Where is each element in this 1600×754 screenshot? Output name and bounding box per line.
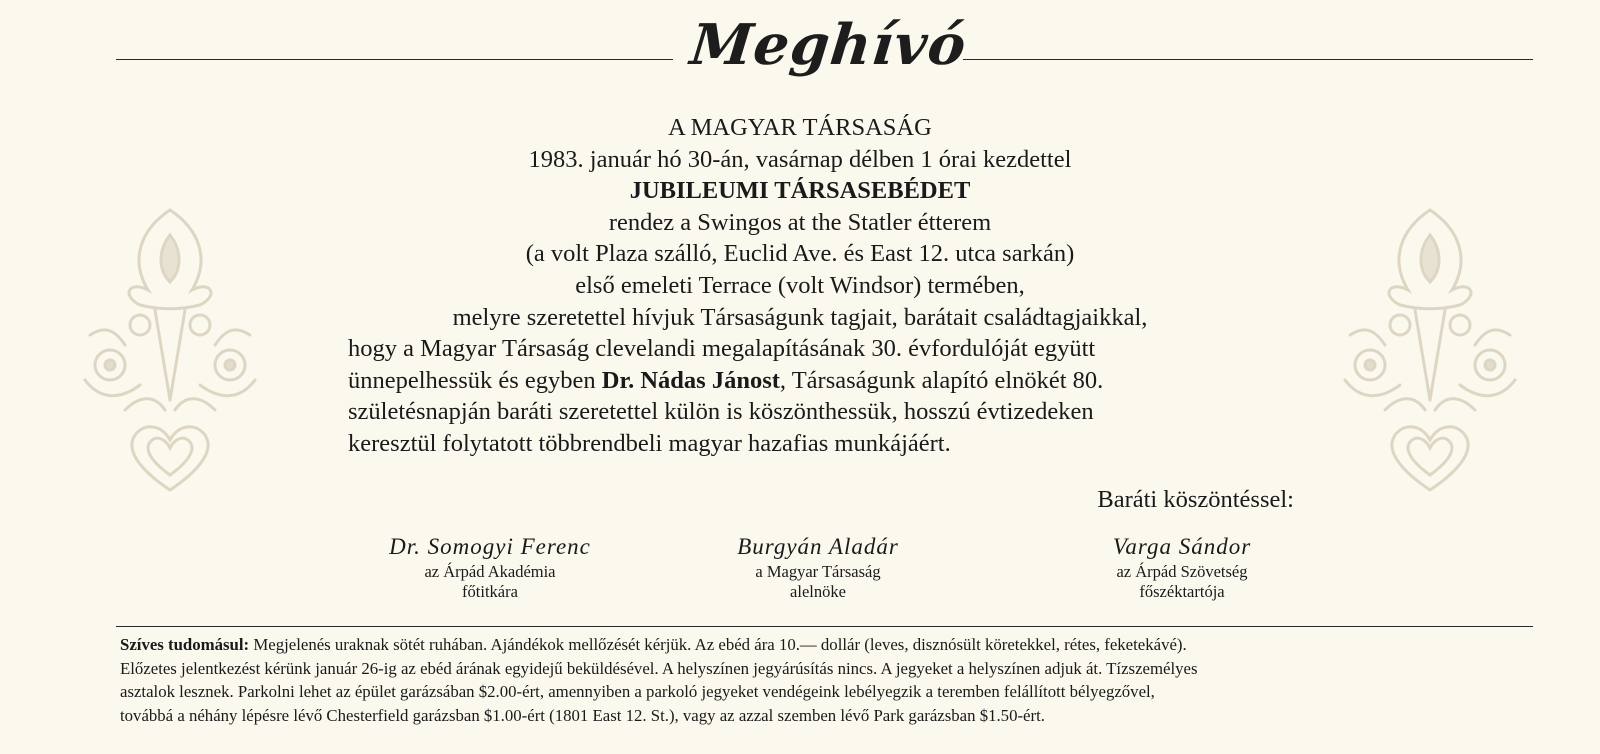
date-line: 1983. január hó 30-án, vasárnap délben 1 órai kezdettel (528, 145, 1072, 173)
venue-line: rendez a Swingos at the Statler étterem (608, 208, 992, 236)
purpose-line-4: keresztül folytatott többrendbeli magyar hazafias munkájáért. (348, 429, 951, 457)
invitation-body (300, 112, 1300, 460)
honoree-name: Dr. Nádas Jánost (601, 366, 780, 394)
notes-label: Szíves tudomásul: (120, 635, 250, 654)
notes-line-1: Szíves tudomásul: Megjelenés uraknak sötét ruhában. Ajándékok mellőzését kérjük. Az ebéd ára 10.— dollár (leves, disznósült köretekkel, rétes, feketekávé). (120, 635, 1187, 654)
title-rule-left (116, 59, 673, 60)
signer-role: alelnöke (790, 582, 846, 601)
signer-org: az Árpád Szövetség (1116, 562, 1248, 581)
notes-line-3: asztalok lesznek. Parkolni lehet az épület garázsában $2.00-ért, amennyiben a parkoló jegyeket vendégeink lebélyegzik a teremben felállított bélyegzővel, (120, 682, 1155, 701)
notes-section (120, 633, 1540, 727)
signer-role: főszéktartója (1139, 582, 1225, 601)
title-rule-right (963, 59, 1533, 60)
notes-line-4: továbbá a néhány lépésre lévő Chesterfield garázsban $1.00-ért (1801 East 12. St.), vagy az azzal szemben lévő Park garázsban $1.50-ért. (120, 705, 1045, 725)
signer-name: Dr. Somogyi Ferenc (389, 534, 591, 559)
signer-role: főtitkára (462, 582, 518, 601)
signer-name: Varga Sándor (1112, 534, 1252, 559)
purpose-line-2: ünnepelhessük és egyben Dr. Nádas Jánost, Társaságunk alapító elnökét 80. (348, 366, 1104, 394)
signature-block (1042, 532, 1322, 602)
signature-block (678, 532, 958, 602)
folk-flower-ornament-right (1330, 200, 1530, 500)
invitation-title: Meghívó (687, 12, 970, 78)
purpose-line-1: hogy a Magyar Társaság clevelandi megalapításának 30. évfordulóját együtt (348, 335, 1096, 363)
folk-flower-ornament-left (70, 200, 270, 500)
greeting: Baráti köszöntéssel: (1097, 486, 1294, 513)
address-line: (a volt Plaza szálló, Euclid Ave. és East 12. utca sarkán) (525, 240, 1075, 268)
room-line: első emeleti Terrace (volt Windsor) termében, (575, 271, 1025, 299)
notes-divider (116, 626, 1533, 627)
signer-org: a Magyar Társaság (755, 562, 881, 581)
signer-name: Burgyán Aladár (737, 534, 899, 559)
host-line: A MAGYAR TÁRSASÁG (668, 114, 932, 141)
purpose-line-3: születésnapján baráti szeretettel külön is köszönthessük, hosszú évtizedeken (348, 398, 1094, 426)
notes-line-2: Előzetes jelentkezést kérünk január 26-ig az ebéd árának egyidejű beküldésével. A helyszínen jegyárúsítás nincs. A jegyeket a helyszínen adjuk át. Tízszemélyes (120, 658, 1198, 678)
invite-line: melyre szeretettel hívjuk Társaságunk tagjait, barátait családtagjaikkal, (452, 303, 1148, 331)
event-name: JUBILEUMI TÁRSASEBÉDET (629, 177, 971, 205)
signature-block (350, 532, 630, 602)
signer-org: az Árpád Akadémia (424, 562, 556, 581)
